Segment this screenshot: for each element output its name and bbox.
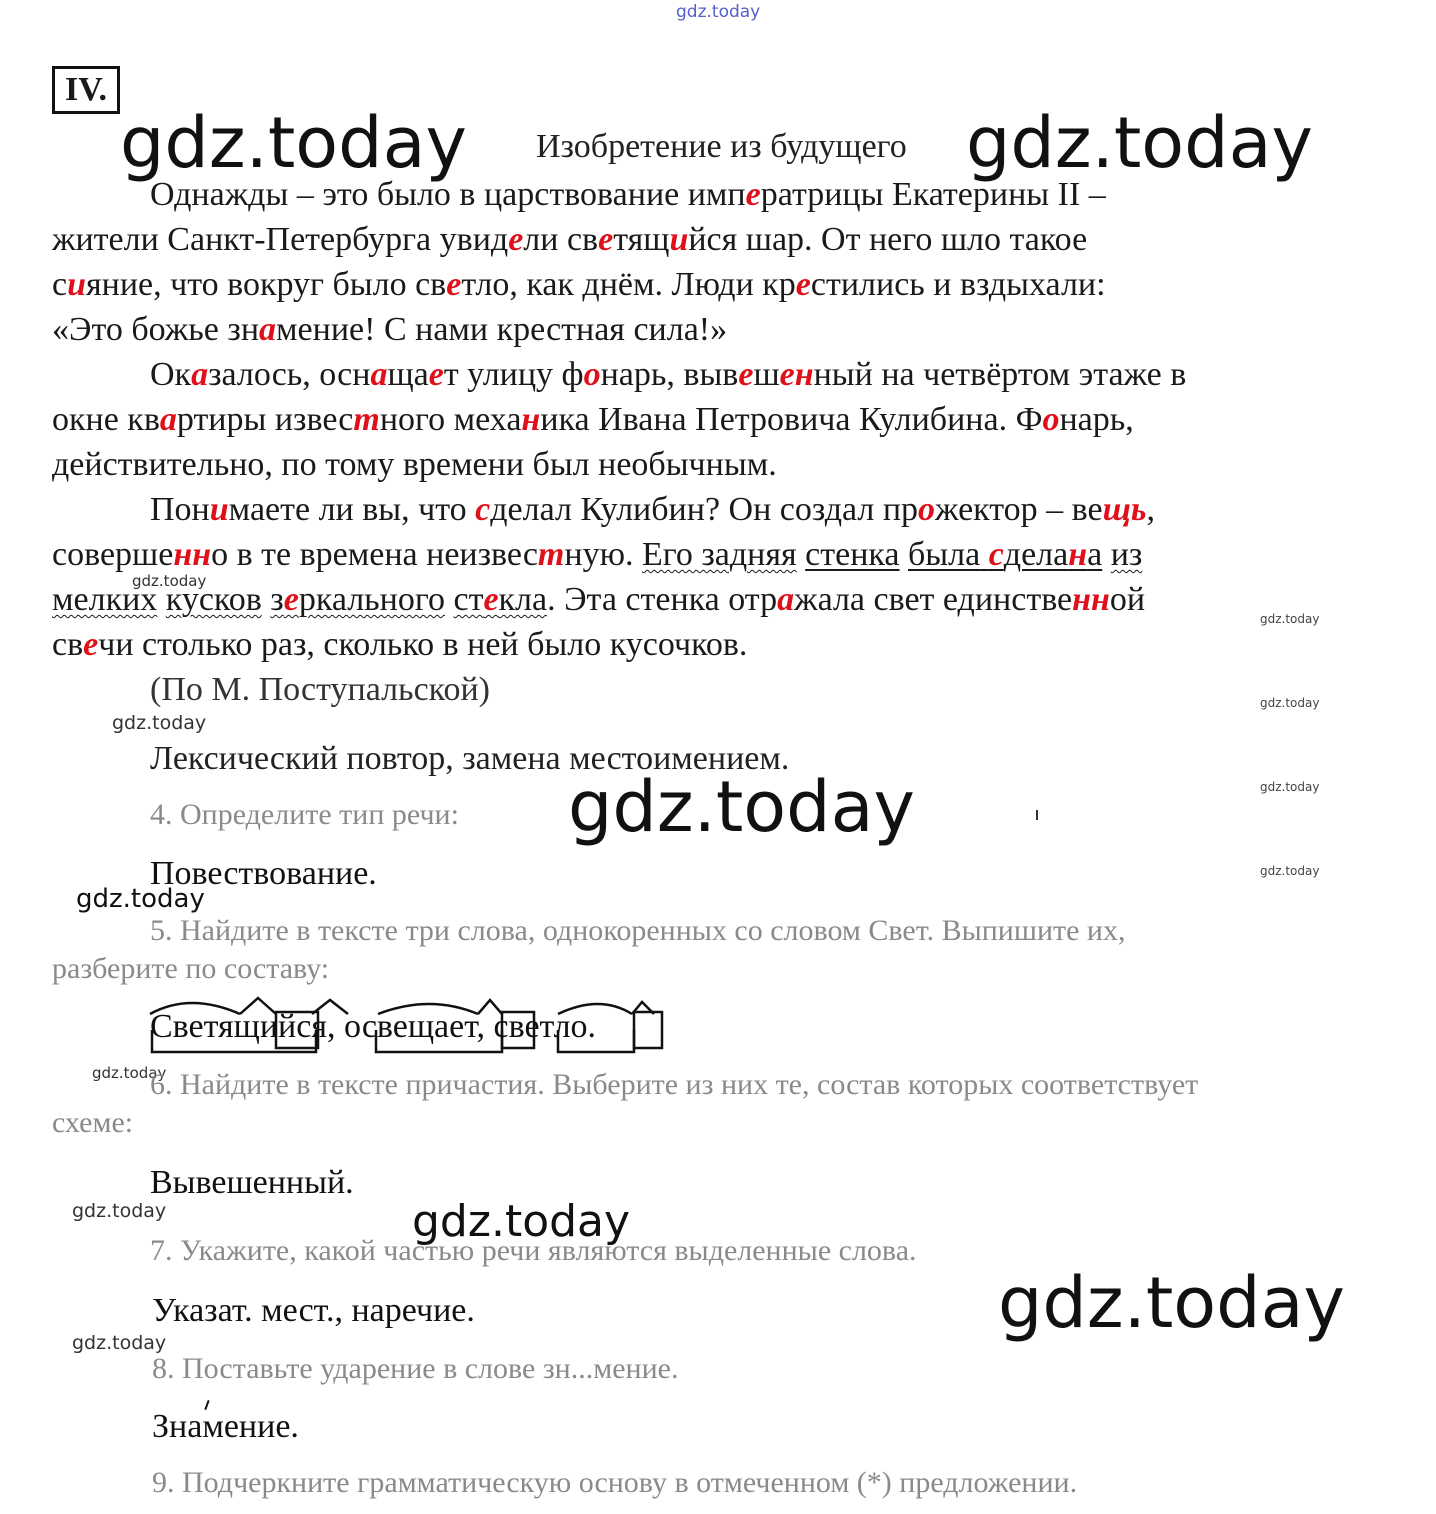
question-8: 8. Поставьте ударение в слове зн...мение.	[152, 1352, 679, 1385]
watermark-tiny: gdz.today	[1260, 864, 1320, 878]
text-line: сияние, что вокруг было светло, как днём. Люди крестились и вздыхали:	[52, 266, 1106, 303]
watermark-small: gdz.today	[112, 712, 207, 734]
underlined-word: из	[1110, 536, 1143, 573]
text-line: Оказалось, оснащает улицу фонарь, вывешенный на четвёртом этаже в	[150, 356, 1187, 393]
question-5-line-2: разберите по составу:	[52, 952, 330, 985]
watermark-medium: gdz.today	[412, 1196, 631, 1247]
watermark-large: gdz.today	[120, 102, 467, 184]
watermark-tiny: gdz.today	[1260, 696, 1320, 710]
text-line: окне квартиры известного механика Ивана Петровича Кулибина. Фонарь,	[52, 401, 1134, 438]
answer-4: Повествование.	[150, 855, 377, 892]
question-9: 9. Подчеркните грамматическую основу в отмеченном (*) предложении.	[152, 1466, 1078, 1499]
watermark-tiny: gdz.today	[1260, 780, 1320, 794]
tick-mark	[1036, 810, 1038, 820]
text-line: Однажды – это было в царствование императрицы Екатерины II –	[150, 176, 1106, 213]
question-6-line-2: схеме:	[52, 1106, 134, 1139]
watermark-small: gdz.today	[72, 1332, 167, 1354]
text-line: жители Санкт-Петербурга увидели светящийся шар. От него шло такое	[52, 221, 1088, 258]
underlined-subject: Его задняя	[641, 536, 797, 573]
section-number-box: IV.	[52, 66, 120, 114]
watermark-small: gdz.today	[72, 1200, 167, 1222]
text-line: «Это божье знамение! С нами крестная сила!»	[52, 311, 728, 348]
watermark-small: gdz.today	[92, 1064, 167, 1082]
underlined-predicate: была сделана	[908, 536, 1103, 573]
answer-3: Лексический повтор, замена местоимением.	[150, 740, 790, 777]
watermark-large: gdz.today	[568, 766, 915, 848]
answer-7: Указат. мест., наречие.	[152, 1292, 475, 1329]
header-watermark: gdz.today	[676, 2, 761, 22]
answer-5: Светящийся, освещает, светло.	[150, 1008, 597, 1045]
answer-8: Знамение.	[152, 1408, 299, 1445]
answer-6: Вывешенный.	[150, 1164, 354, 1201]
text-line: Понимаете ли вы, что сделал Кулибин? Он создал прожектор – вещь,	[150, 491, 1155, 528]
text-source: (По М. Поступальской)	[150, 671, 490, 708]
text-title: Изобретение из будущего	[536, 128, 907, 165]
watermark-tiny: gdz.today	[1260, 612, 1320, 626]
watermark-small: gdz.today	[76, 884, 205, 914]
question-6-line-1: 6. Найдите в тексте причастия. Выберите из них те, состав которых соответствует	[150, 1068, 1199, 1101]
underlined-subject: стенка	[805, 536, 900, 573]
text-line: свечи столько раз, сколько в ней было кусочков.	[52, 626, 748, 663]
question-4: 4. Определите тип речи:	[150, 798, 459, 831]
watermark-large: gdz.today	[966, 102, 1313, 184]
text-line: совершенно в те времена неизвестную. Его задняя стенка была сделана из	[52, 536, 1143, 573]
watermark-small: gdz.today	[132, 572, 207, 590]
question-5-line-1: 5. Найдите в тексте три слова, однокоренных со словом Свет. Выпишите их,	[150, 914, 1126, 947]
question-7: 7. Укажите, какой частью речи являются выделенные слова.	[150, 1234, 917, 1267]
watermark-large: gdz.today	[998, 1262, 1345, 1344]
text-line: мелких кусков зеркального стекла. Эта стенка отражала свет единственной	[52, 581, 1146, 618]
text-line: действительно, по тому времени был необычным.	[52, 446, 777, 483]
